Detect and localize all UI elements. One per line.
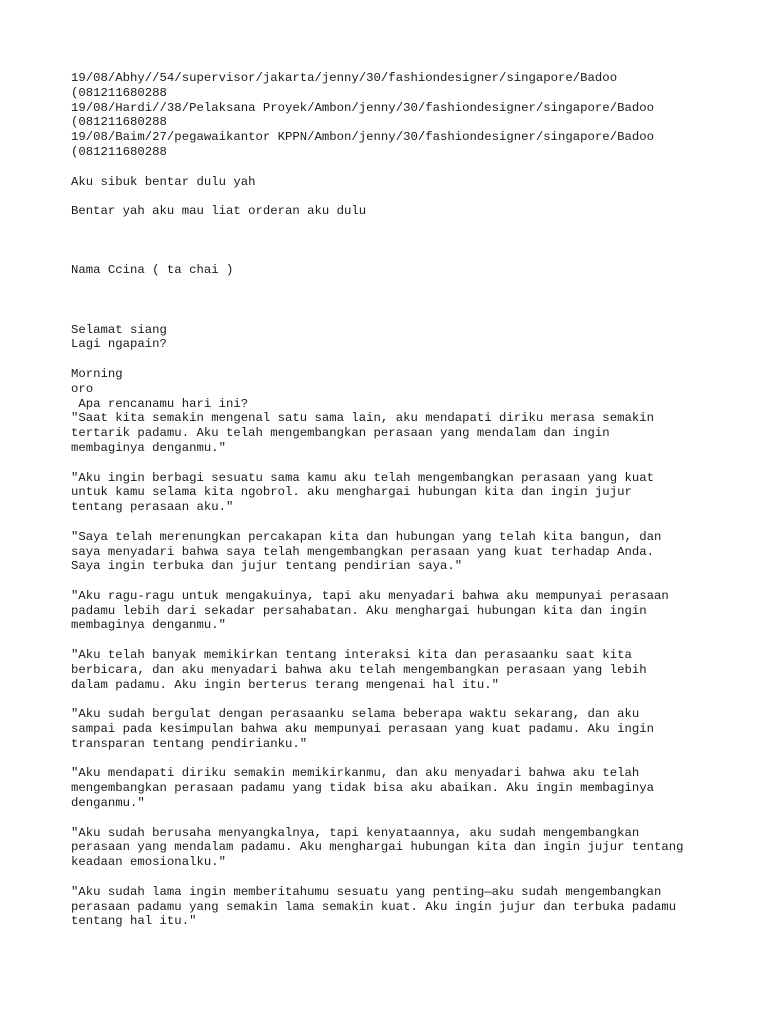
text-line: oro: [71, 381, 94, 396]
text-line: Saya ingin terbuka dan jujur tentang pendirian saya.": [71, 559, 463, 574]
text-line: [71, 219, 711, 234]
text-line: perasaan padamu yang semakin lama semakin kuat. Aku ingin jujur dan terbuka padamu: [71, 899, 677, 914]
text-line: membaginya denganmu.": [71, 618, 226, 633]
text-line: [71, 870, 711, 885]
text-line: [71, 633, 711, 648]
text-line: (081211680288: [71, 144, 167, 159]
text-line: [71, 293, 711, 308]
text-line: transparan tentang pendirianku.": [71, 736, 308, 751]
text-line: 19/08/Hardi//38/Pelaksana Proyek/Ambon/jenny/30/fashiondesigner/singapore/Badoo: [71, 100, 654, 115]
text-line: saya menyadari bahwa saya telah mengembangkan perasaan yang kuat terhadap Anda.: [71, 544, 654, 559]
text-line: [71, 234, 711, 249]
text-line: 19/08/Abhy//54/supervisor/jakarta/jenny/30/fashiondesigner/singapore/Badoo: [71, 71, 618, 85]
text-line: (081211680288: [71, 115, 167, 130]
text-line: "Aku ingin berbagi sesuatu sama kamu aku telah mengembangkan perasaan yang kuat: [71, 470, 654, 485]
text-line: tentang perasaan aku.": [71, 500, 234, 515]
text-line: Apa rencanamu hari ini?: [71, 396, 249, 411]
text-line: "Aku telah banyak memikirkan tentang interaksi kita dan perasaanku saat kita: [71, 648, 632, 663]
text-line: [71, 811, 711, 826]
text-line: "Saat kita semakin mengenal satu sama lain, aku mendapati diriku merasa semakin: [71, 411, 654, 426]
text-line: [71, 278, 711, 293]
text-line: berbicara, dan aku menyadari bahwa aku telah mengembangkan perasaan yang lebih: [71, 662, 647, 677]
text-line: "Aku ragu-ragu untuk mengakuinya, tapi aku menyadari bahwa aku mempunyai perasaan: [71, 588, 669, 603]
text-line: 19/08/Baim/27/pegawaikantor KPPN/Ambon/jenny/30/fashiondesigner/singapore/Badoo: [71, 130, 654, 145]
text-line: [71, 308, 711, 323]
text-line: Bentar yah aku mau liat orderan aku dulu: [71, 204, 367, 219]
text-line: padamu lebih dari sekadar persahabatan. Aku menghargai hubungan kita dan ingin: [71, 603, 647, 618]
text-line: "Aku mendapati diriku semakin memikirkanmu, dan aku menyadari bahwa aku telah: [71, 766, 640, 781]
text-line: Selamat siang: [71, 322, 167, 337]
text-line: Nama Ccina ( ta chai ): [71, 263, 234, 278]
text-line: [71, 249, 711, 264]
text-line: [71, 352, 711, 367]
text-line: untuk kamu selama kita ngobrol. aku menghargai hubungan kita dan ingin jujur: [71, 485, 632, 500]
text-line: dalam padamu. Aku ingin berterus terang mengenai hal itu.": [71, 677, 500, 692]
text-line: [71, 752, 711, 767]
text-line: [71, 189, 711, 204]
text-line: [71, 160, 711, 175]
text-line: denganmu.": [71, 796, 145, 811]
text-line: [71, 692, 711, 707]
text-line: membaginya denganmu.": [71, 440, 226, 455]
text-line: mengembangkan perasaan padamu yang tidak bisa aku abaikan. Aku ingin membaginya: [71, 781, 654, 796]
text-line: [71, 574, 711, 589]
text-line: (081211680288: [71, 85, 167, 100]
text-line: "Saya telah merenungkan percakapan kita dan hubungan yang telah kita bangun, dan: [71, 529, 662, 544]
text-line: keadaan emosionalku.": [71, 855, 226, 870]
text-line: "Aku sudah lama ingin memberitahumu sesuatu yang penting—aku sudah mengembangkan: [71, 884, 662, 899]
text-line: perasaan yang mendalam padamu. Aku menghargai hubungan kita dan ingin jujur tentang: [71, 840, 684, 855]
text-line: Lagi ngapain?: [71, 337, 167, 352]
text-line: [71, 456, 711, 471]
text-line: Aku sibuk bentar dulu yah: [71, 174, 256, 189]
text-line: [71, 515, 711, 530]
text-line: Morning: [71, 366, 123, 381]
text-line: "Aku sudah berusaha menyangkalnya, tapi kenyataannya, aku sudah mengembangkan: [71, 825, 640, 840]
text-line: sampai pada kesimpulan bahwa aku mempunyai perasaan yang kuat padamu. Aku ingin: [71, 722, 654, 737]
document-body: [71, 71, 711, 929]
text-line: tentang hal itu.": [71, 914, 197, 929]
text-line: "Aku sudah bergulat dengan perasaanku selama beberapa waktu sekarang, dan aku: [71, 707, 640, 722]
text-line: tertarik padamu. Aku telah mengembangkan perasaan yang mendalam dan ingin: [71, 426, 610, 441]
